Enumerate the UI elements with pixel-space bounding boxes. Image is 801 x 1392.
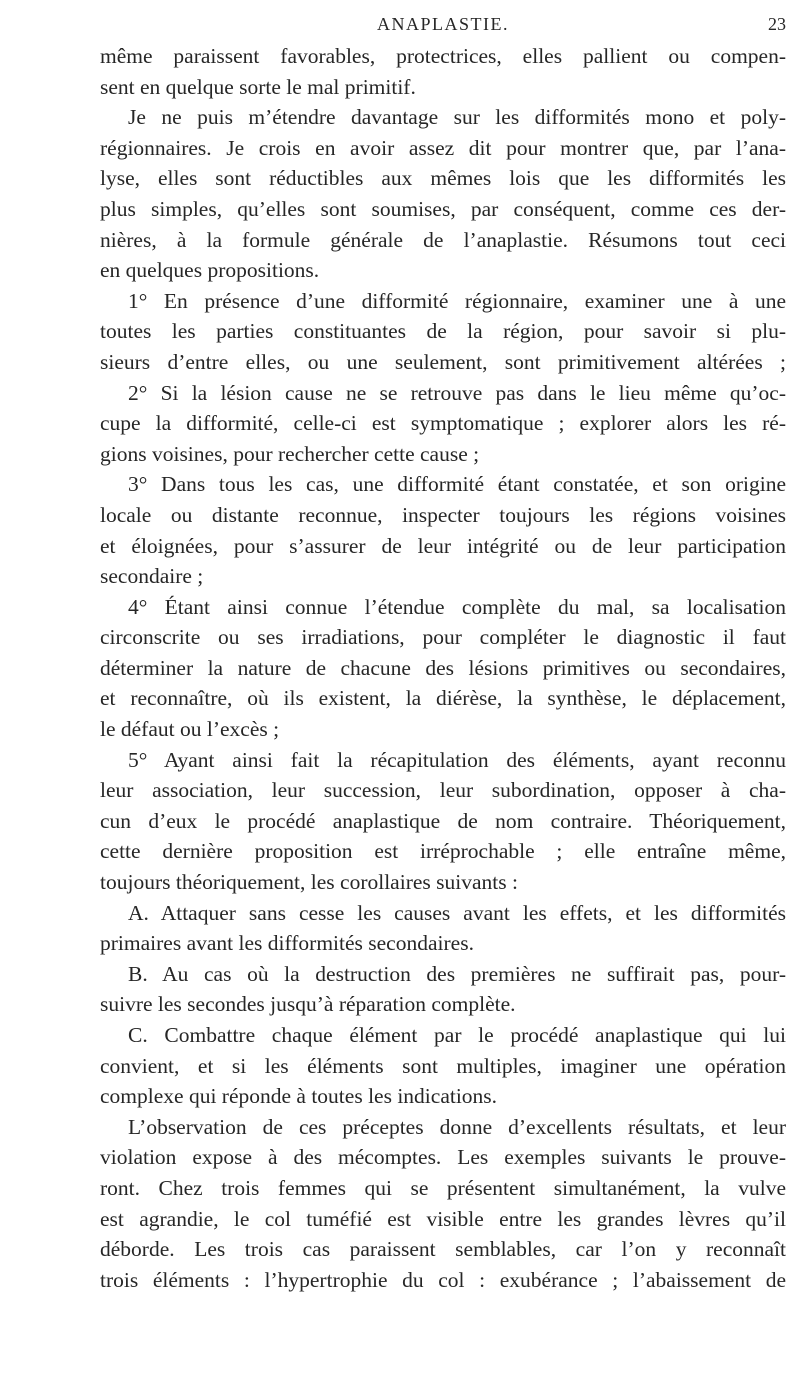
running-head — [100, 14, 786, 38]
body-text — [100, 41, 786, 1295]
text-line: 3° Dans tous les cas, une difformité étant constatée, et son origine — [128, 472, 786, 497]
text-line: trois éléments : l’hypertrophie du col : exubérance ; l’abaissement de — [100, 1267, 786, 1292]
text-line: régionnaires. Je crois en avoir assez dit pour montrer que, par l’ana- — [100, 135, 786, 160]
text-line: même paraissent favorables, protectrices, elles pallient ou compen- — [100, 44, 786, 68]
text-line: 5° Ayant ainsi fait la récapitulation des éléments, ayant reconnu — [128, 747, 786, 772]
text-line: cette dernière proposition est irréprochable ; elle entraîne même, — [100, 839, 786, 864]
text-line: gions voisines, pour rechercher cette cause ; — [100, 441, 480, 466]
text-line: toutes les parties constituantes de la région, pour savoir si plu- — [100, 319, 786, 344]
text-line: sent en quelque sorte le mal primitif. — [100, 74, 416, 99]
text-line: le défaut ou l’excès ; — [100, 717, 280, 742]
text-line: et éloignées, pour s’assurer de leur intégrité ou de leur participation — [100, 533, 786, 558]
text-line: toujours théoriquement, les corollaires suivants : — [100, 870, 518, 895]
text-line: 2° Si la lésion cause ne se retrouve pas dans le lieu même qu’oc- — [128, 380, 786, 405]
text-line: locale ou distante reconnue, inspecter toujours les régions voisines — [100, 502, 786, 527]
text-line: violation expose à des mécomptes. Les exemples suivants le prouve- — [100, 1145, 786, 1170]
running-title: ANAPLASTIE. — [377, 14, 509, 34]
text-line: nières, à la formule générale de l’anaplastie. Résumons tout ceci — [100, 227, 786, 252]
text-line: L’observation de ces préceptes donne d’excellents résultats, et leur — [128, 1114, 786, 1139]
text-line: déborde. Les trois cas paraissent semblables, car l’on y reconnaît — [100, 1237, 786, 1262]
text-line: déterminer la nature de chacune des lésions primitives ou secondaires, — [100, 655, 786, 680]
text-line: B. Au cas où la destruction des premières ne suffirait pas, pour- — [128, 961, 786, 986]
text-line: plus simples, qu’elles sont soumises, par conséquent, comme ces der- — [100, 196, 786, 221]
text-line: leur association, leur succession, leur subordination, opposer à cha- — [100, 778, 786, 803]
text-line: et reconnaître, où ils existent, la diérèse, la synthèse, le déplacement, — [100, 686, 786, 711]
text-line: convient, et si les éléments sont multiples, imaginer une opération — [100, 1053, 786, 1078]
text-line: circonscrite ou ses irradiations, pour compléter le diagnostic il faut — [100, 625, 786, 650]
text-line: est agrandie, le col tuméfié est visible entre les grandes lèvres qu’il — [100, 1206, 786, 1231]
text-line: cun d’eux le procédé anaplastique de nom contraire. Théoriquement, — [100, 808, 786, 833]
page-number: 23 — [768, 14, 786, 34]
text-line: suivre les secondes jusqu’à réparation complète. — [100, 992, 516, 1017]
text-line: ront. Chez trois femmes qui se présentent simultanément, la vulve — [100, 1175, 786, 1200]
text-line: sieurs d’entre elles, ou une seulement, sont primitivement altérées ; — [100, 349, 786, 374]
text-line: A. Attaquer sans cesse les causes avant les effets, et les difformités — [128, 900, 786, 925]
text-line: complexe qui réponde à toutes les indications. — [100, 1084, 498, 1109]
text-line: 4° Étant ainsi connue l’étendue complète du mal, sa localisation — [128, 594, 786, 619]
text-line: primaires avant les difformités secondaires. — [100, 931, 474, 956]
text-line: C. Combattre chaque élément par le procédé anaplastique qui lui — [128, 1023, 786, 1047]
text-line: cupe la difformité, celle-ci est symptomatique ; explorer alors les ré- — [100, 411, 786, 436]
text-line: Je ne puis m’étendre davantage sur les difformités mono et poly- — [128, 105, 786, 130]
text-line: en quelques propositions. — [100, 258, 320, 283]
text-line: 1° En présence d’une difformité régionnaire, examiner une à une — [128, 288, 786, 313]
text-line: secondaire ; — [100, 564, 204, 589]
text-line: lyse, elles sont réductibles aux mêmes lois que les difformités les — [100, 166, 786, 191]
